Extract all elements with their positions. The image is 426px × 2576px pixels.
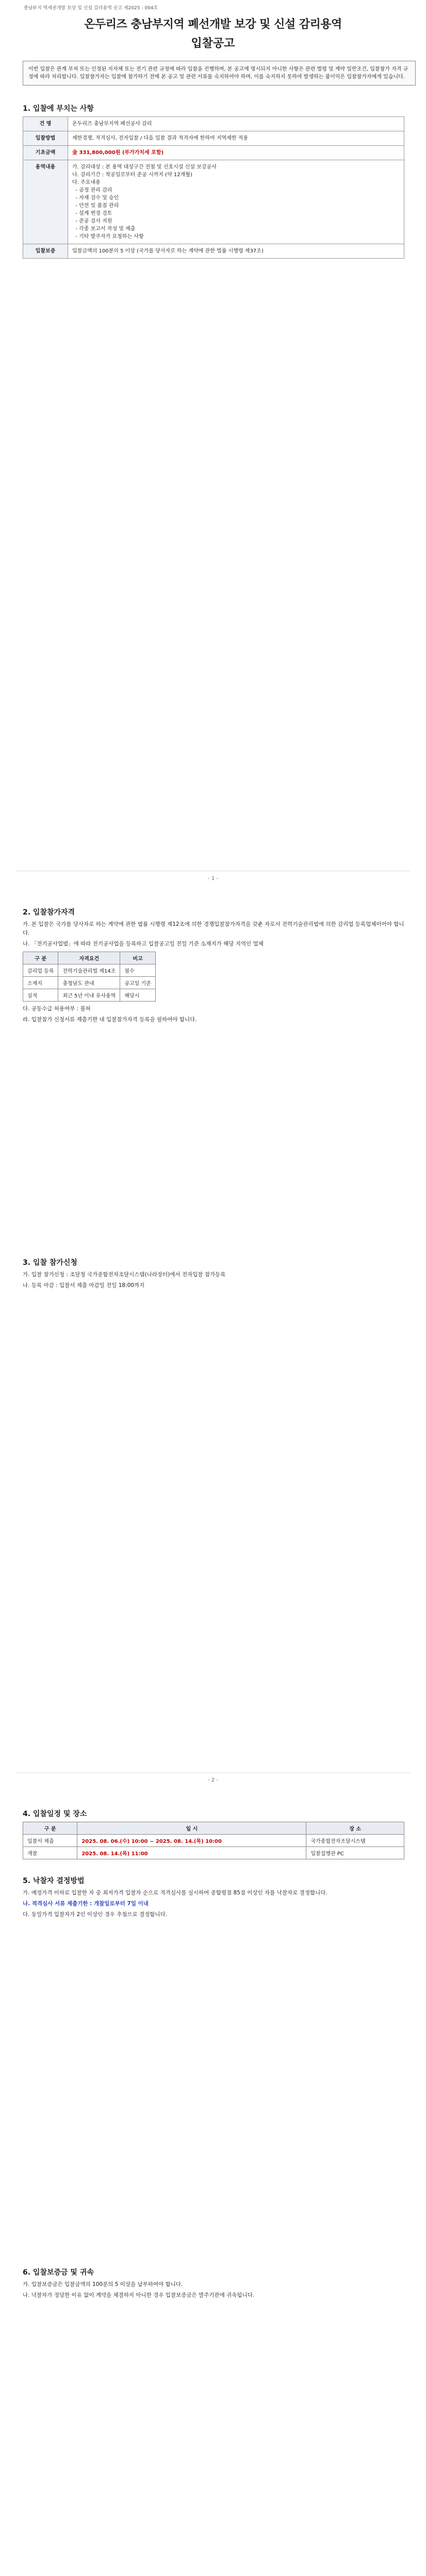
- section-title: 1. 입찰에 부치는 사항: [23, 105, 94, 113]
- page-number: - 1 -: [208, 876, 218, 882]
- intro-text: 이번 입찰은 관계 부처 또는 인정된 지자체 또는 전기 관련 규정에 따라 입찰을 진행하며, 본 공고에 명시되지 아니한 사항은 관련 법령 및 계약 일반조건, 입찰참가 자격 규정에 따라 처리합니다. 입찰참가자는 입찰에 참가하기 전에 본 공고 및 관련 서류를 숙지하여야 하며, 이를 숙지하지 못하여 발생하는 불이익은 입찰참가자에게 있습니다.: [28, 66, 408, 80]
- row-label: 건 명: [23, 117, 68, 131]
- section-title: 4. 입찰일정 및 장소: [23, 1810, 87, 1818]
- row-value: 온두리즈 충남부지역 폐선공사 감리: [68, 117, 404, 131]
- page-subtitle: 입찰공고: [191, 37, 235, 50]
- paragraph: 가. 예정가격 이하로 입찰한 자 중 최저가격 입찰자 순으로 적격심사를 실시하여 종합평점 85점 이상인 자를 낙찰자로 결정합니다.: [23, 1890, 327, 1896]
- table-row: [23, 160, 404, 244]
- table-cell: 최근 5년 이내 유사용역: [58, 989, 120, 1002]
- table-cell: 공고일 기준: [120, 977, 155, 989]
- table-cell: 충청남도 관내: [58, 977, 120, 989]
- column-header: 구 분: [23, 1822, 77, 1835]
- table-cell: 입찰집행관 PC: [306, 1847, 404, 1859]
- row-label: 기초금액: [23, 146, 68, 160]
- paragraph: 나. 적격심사 서류 제출기한 : 개찰일로부터 7일 이내: [23, 1901, 149, 1907]
- table-cell: 필수: [120, 964, 155, 977]
- section-3: [23, 1257, 404, 1292]
- column-header: 장 소: [306, 1822, 404, 1835]
- section-title: 6. 입찰보증금 및 귀속: [23, 2268, 94, 2277]
- row-label: 입찰방법: [23, 131, 68, 146]
- document-header: [0, 0, 426, 11]
- column-header: 구 분: [23, 952, 58, 964]
- paragraph: 가. 입찰보증금은 입찰금액의 100분의 5 이상을 납부하여야 합니다.: [23, 2281, 183, 2287]
- table-cell: 해당시: [120, 989, 155, 1002]
- paragraph: 나. 낙찰자가 정당한 이유 없이 계약을 체결하지 아니한 경우 입찰보증금은 발주기관에 귀속됩니다.: [23, 2292, 255, 2298]
- table-row: [23, 244, 404, 259]
- table-cell: 실적: [23, 989, 58, 1002]
- paragraph: 다. 공동수급 허용여부 : 불허: [23, 1006, 91, 1012]
- table-row: [23, 964, 156, 977]
- section-title: 3. 입찰 참가신청: [23, 1259, 77, 1267]
- paragraph: 나. 「전기공사업법」에 따라 전기공사업을 등록하고 입찰공고일 전일 기준 소재지가 해당 지역인 업체: [23, 941, 264, 947]
- page-number: - 2 -: [208, 1777, 218, 1783]
- schedule-table: [23, 1822, 404, 1859]
- table-row: [23, 117, 404, 131]
- intro-box: [23, 61, 416, 86]
- row-value: 金 331,800,000원 (부가가치세 포함): [68, 146, 404, 160]
- table-cell: 전력기술관리법 제14조: [58, 964, 120, 977]
- row-label: 입찰보증: [23, 244, 68, 259]
- section-6: [23, 2267, 404, 2302]
- section-1: [23, 103, 404, 259]
- section-2: [23, 907, 404, 1026]
- section-title: 5. 낙찰자 결정방법: [23, 1877, 85, 1885]
- paragraph: 다. 동일가격 입찰자가 2인 이상인 경우 추첨으로 결정합니다.: [23, 1911, 168, 1918]
- qualification-table: [23, 952, 156, 1002]
- paragraph: 가. 본 입찰은 국가를 당사자로 하는 계약에 관한 법률 시행령 제12조에 의한 경쟁입찰참가자격을 갖춘 자로서 전력기술관리법에 의한 감리업 등록업체이어야 합니다.: [23, 921, 404, 936]
- table-cell: 2025. 08. 06.(수) 10:00 ~ 2025. 08. 14.(목) 10:00: [77, 1835, 306, 1847]
- row-label: 용역내용: [23, 160, 68, 244]
- table-row: [23, 146, 404, 160]
- page-divider: [15, 1772, 411, 1773]
- table-cell: 2025. 08. 14.(목) 11:00: [77, 1847, 306, 1859]
- doc-reference: 충남부지 역세권개발 보상 및 신설 감리용역 공고 제2025 - 004호: [24, 6, 158, 11]
- paragraph: 가. 입찰 참가신청 : 조달청 국가종합전자조달시스템(나라장터)에서 전자입찰 참가등록: [23, 1272, 226, 1278]
- table-cell: 감리업 등록: [23, 964, 58, 977]
- page-title: 온두리즈 충남부지역 폐선개발 보강 및 신설 감리용역: [84, 18, 342, 31]
- section-4: [23, 1808, 404, 1862]
- section-5: [23, 1875, 404, 1921]
- row-value: 제한경쟁, 적격심사, 전자입찰 / 다음 입찰 결과 적격자에 한하여 지역제한 적용: [68, 131, 404, 146]
- row-value: 입찰금액의 100분의 5 이상 (국가를 당사자로 하는 계약에 관한 법률 시행령 제37조): [68, 244, 404, 259]
- table-cell: 국가종합전자조달시스템: [306, 1835, 404, 1847]
- table-cell: 개찰: [23, 1847, 77, 1859]
- row-value: 가. 감리대상 : 본 용역 대상구간 전철 및 신호시설 신설 보강공사 나. 감리기간 : 착공일로부터 준공 시까지 (약 12개월) 다. 주요내용 - 공정 관리 감리 - 자재 검수 및 승인 - 안전 및 품질 관리 - 설계 변경 검토 - 준공 검사 지원 - 각종 보고서 작성 및 제출 - 기타 발주자가 요청하는 사항: [68, 160, 404, 244]
- title-block: [0, 13, 426, 50]
- column-header: 일 시: [77, 1822, 306, 1835]
- info-table: [23, 116, 404, 259]
- table-row: [23, 131, 404, 146]
- column-header: 자격요건: [58, 952, 120, 964]
- table-row: [23, 977, 156, 989]
- table-row: [23, 1847, 404, 1859]
- table-cell: 입찰서 제출: [23, 1835, 77, 1847]
- paragraph: 나. 등록 마감 : 입찰서 제출 마감일 전일 18:00까지: [23, 1282, 145, 1289]
- table-row: [23, 1835, 404, 1847]
- paragraph: 라. 입찰참가 신청서류 제출기한 내 입찰참가자격 등록을 필하여야 합니다.: [23, 1016, 197, 1023]
- table-cell: 소재지: [23, 977, 58, 989]
- table-row: [23, 989, 156, 1002]
- column-header: 비고: [120, 952, 155, 964]
- section-title: 2. 입찰참가자격: [23, 908, 75, 917]
